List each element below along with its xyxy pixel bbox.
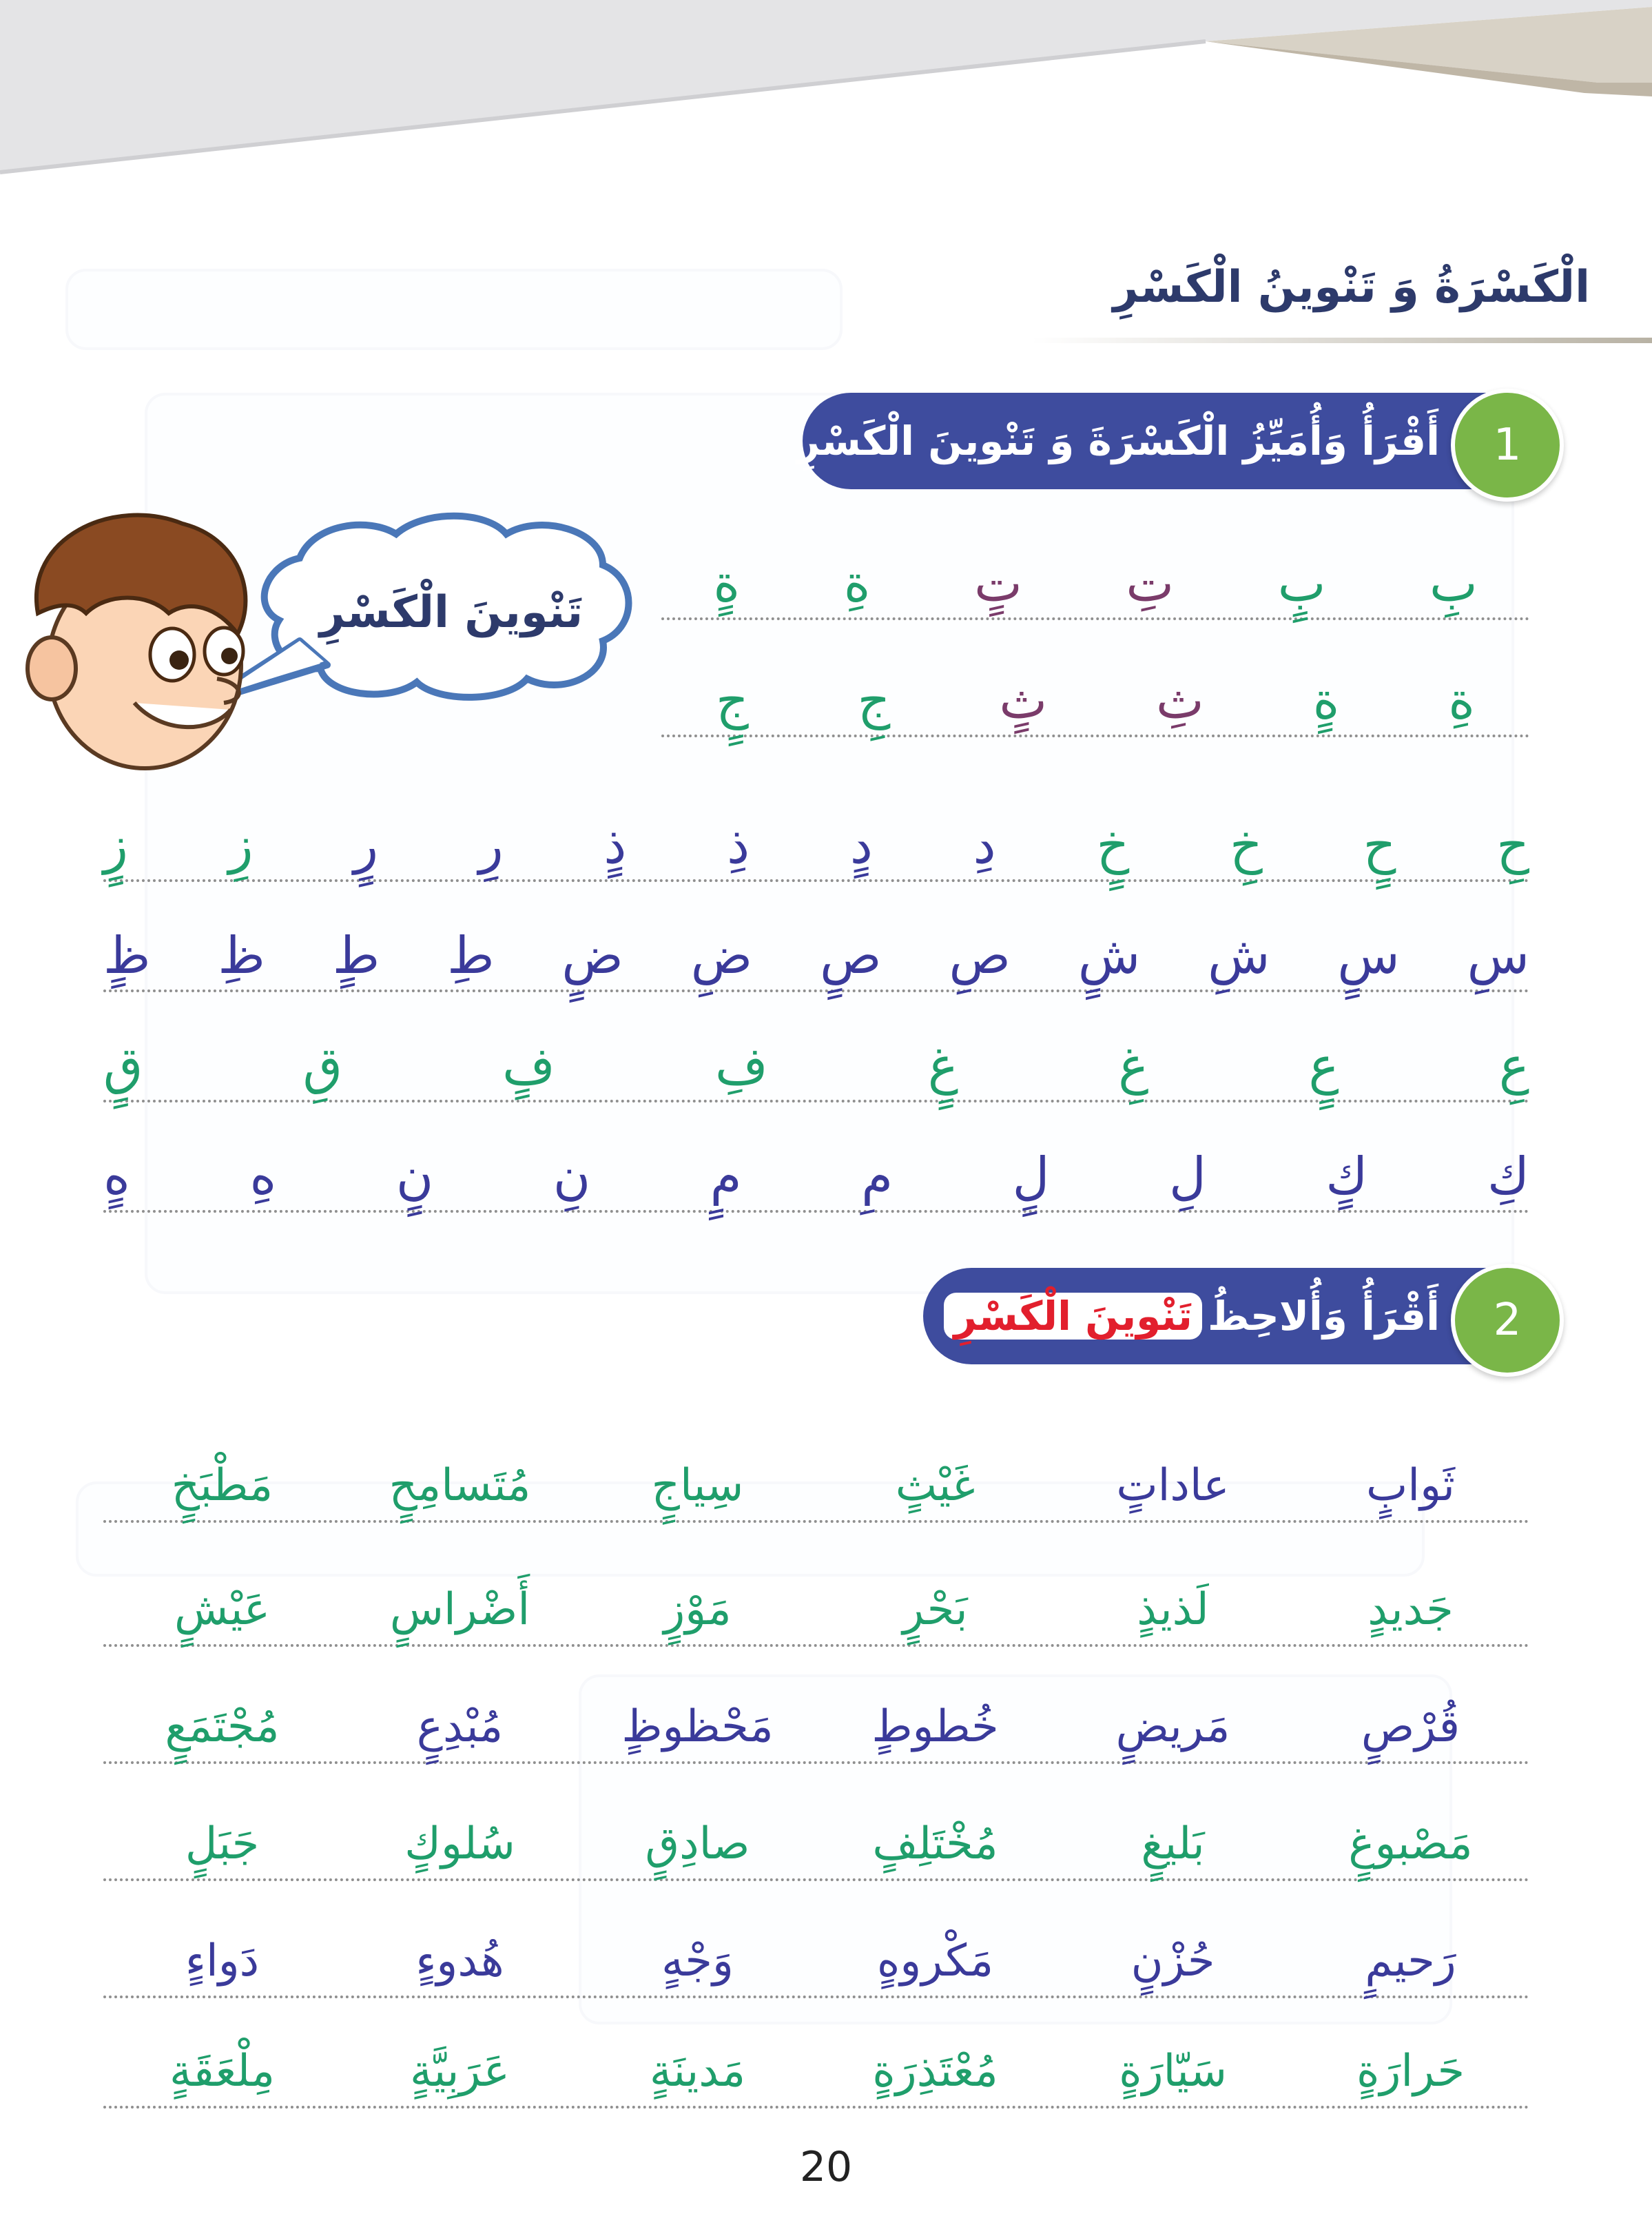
page-corner-shadow (0, 0, 1652, 207)
boy-character-illustration (10, 496, 658, 786)
letter: زِ (228, 816, 254, 875)
word: رَحيمٍ (1365, 1936, 1456, 1987)
letter: رِ (478, 816, 504, 875)
word: سُلوكٍ (404, 1818, 515, 1869)
word: حَرارَةٍ (1356, 2046, 1465, 2097)
word: مُبْدِعٍ (416, 1701, 504, 1752)
page-number: 20 (799, 2143, 853, 2191)
word: مُتَسامِحٍ (389, 1460, 531, 1511)
letter: خِ (1230, 816, 1263, 875)
word-row (103, 1785, 1529, 1881)
word: مَطْبَخٍ (171, 1460, 273, 1511)
word: وَجْهٍ (661, 1936, 734, 1987)
word: عاداتٍ (1116, 1460, 1230, 1511)
word: عَرَبِيَّةٍ (410, 2046, 510, 2097)
word: قُرْصٍ (1361, 1701, 1460, 1752)
word: عَيْشٍ (174, 1584, 271, 1635)
letter: رٍ (353, 816, 378, 875)
word: سَيّارَةٍ (1119, 2046, 1227, 2097)
word: مَوْزٍ (663, 1584, 732, 1635)
word: بَحْرٍ (902, 1584, 968, 1635)
letter: لٍ (1012, 1147, 1050, 1206)
word: دَواءٍ (185, 1936, 260, 1987)
letter: نِ (553, 1147, 591, 1206)
word-row (103, 2012, 1529, 2109)
letter-row (103, 1013, 1529, 1102)
word: مِلْعَقَةٍ (169, 2046, 276, 2097)
page-title: الْكَسْرَةُ وَ تَنْوينُ الْكَسْرِ (1113, 262, 1590, 313)
letter: ذِ (727, 816, 750, 875)
title-rule (1032, 338, 1652, 343)
letter: فٍ (502, 1036, 555, 1096)
letter: خٍ (1096, 816, 1130, 875)
word: مُجْتَمَعٍ (165, 1701, 280, 1752)
word-row (103, 1902, 1529, 1998)
letter: عِ (1498, 1036, 1529, 1096)
word: جَبَلٍ (185, 1818, 260, 1869)
letter-row (661, 641, 1529, 737)
word: بَليغٍ (1141, 1818, 1205, 1869)
letter: شٍ (1077, 926, 1141, 985)
letter-row (103, 903, 1529, 992)
letter: صٍ (820, 926, 882, 985)
word: أَضْراسٍ (389, 1584, 530, 1635)
letter: غٍ (927, 1036, 959, 1096)
word: هُدوءٍ (415, 1936, 504, 1987)
exercise-1-number: 1 (1451, 389, 1564, 502)
speech-bubble-text: تَنْوينَ الْكَسْرِ (319, 587, 584, 638)
letter: جٍ (715, 671, 749, 730)
letter: كٍ (1325, 1147, 1368, 1206)
letter: غِ (1118, 1036, 1149, 1096)
letter: ظٍ (103, 926, 151, 985)
word-row (103, 1433, 1529, 1523)
letter-row (661, 537, 1529, 620)
letter: ضٍ (561, 926, 623, 985)
letter: حِ (1496, 816, 1529, 875)
word: خُطوطٍ (871, 1701, 999, 1752)
letter: قٍ (103, 1036, 143, 1096)
letter: جِ (857, 671, 891, 730)
letter: ذٍ (603, 816, 627, 875)
word: مَكْروهٍ (876, 1936, 994, 1987)
exercise-1-instruction: أَقْرَأُ وَأُمَيِّزُ الْكَسْرَةَ وَ تَنْوينَ الْكَسْرِ (796, 418, 1440, 464)
letter: ظِ (218, 926, 265, 985)
letter: بٍ (1277, 554, 1326, 613)
letter: مٍ (710, 1147, 742, 1206)
letter: تٍ (974, 554, 1022, 613)
letter: شِ (1208, 926, 1270, 985)
letter: سٍ (1337, 926, 1400, 985)
letter: تِ (1126, 554, 1175, 613)
word: ثَوابٍ (1366, 1460, 1455, 1511)
letter: زٍ (103, 816, 128, 875)
boy-head (28, 515, 245, 768)
word: سِياجٍ (651, 1460, 744, 1511)
word: حُزْنٍ (1130, 1936, 1215, 1987)
word: مُخْتَلِفٍ (872, 1818, 998, 1869)
word: لَذيذٍ (1137, 1584, 1209, 1635)
letter: دٍ (849, 816, 873, 875)
word: غَيْثٍ (895, 1460, 975, 1511)
letter: ثٍ (999, 671, 1048, 730)
exercise-2-instruction: أَقْرَأُ وَأُلاحِظُ (1207, 1293, 1440, 1340)
word: جَديدٍ (1367, 1584, 1454, 1635)
letter: طٍ (332, 926, 380, 985)
letter: هِ (249, 1147, 277, 1206)
letter-row (103, 792, 1529, 882)
letter: فِ (715, 1036, 768, 1096)
letter: هٍ (103, 1147, 130, 1206)
exercise-1-header (796, 393, 1557, 489)
word-row (103, 1550, 1529, 1647)
letter: لِ (1169, 1147, 1206, 1206)
letter: بِ (1429, 554, 1478, 613)
letter: ةِ (843, 554, 871, 613)
letter: سِ (1467, 926, 1529, 985)
letter: حٍ (1363, 816, 1396, 875)
letter: نٍ (395, 1147, 434, 1206)
letter: طِ (447, 926, 495, 985)
word: مَريضٍ (1115, 1701, 1230, 1752)
exercise-2-number: 2 (1451, 1264, 1564, 1377)
word-row (103, 1668, 1529, 1764)
word: مَصْبوغٍ (1348, 1818, 1473, 1869)
letter: ضِ (690, 926, 753, 985)
letter: ةٍ (1312, 671, 1340, 730)
exercise-2-header (923, 1268, 1557, 1364)
letter: مِ (861, 1147, 894, 1206)
letter-row (103, 1123, 1529, 1213)
word: مُعْتَذِرَةٍ (872, 2046, 998, 2097)
word: صادِقٍ (645, 1818, 750, 1869)
exercise-2-highlight: تَنْوينَ الْكَسْرِ (944, 1293, 1201, 1340)
letter: ةٍ (713, 554, 741, 613)
letter: ةِ (1448, 671, 1476, 730)
letter: ثِ (1155, 671, 1204, 730)
letter: عٍ (1308, 1036, 1339, 1096)
letter: قِ (302, 1036, 342, 1096)
word: مَحْظوظٍ (621, 1701, 774, 1752)
letter: صِ (949, 926, 1011, 985)
word: مَدينَةٍ (649, 2046, 746, 2097)
letter: كِ (1487, 1147, 1529, 1206)
letter: دِ (973, 816, 996, 875)
